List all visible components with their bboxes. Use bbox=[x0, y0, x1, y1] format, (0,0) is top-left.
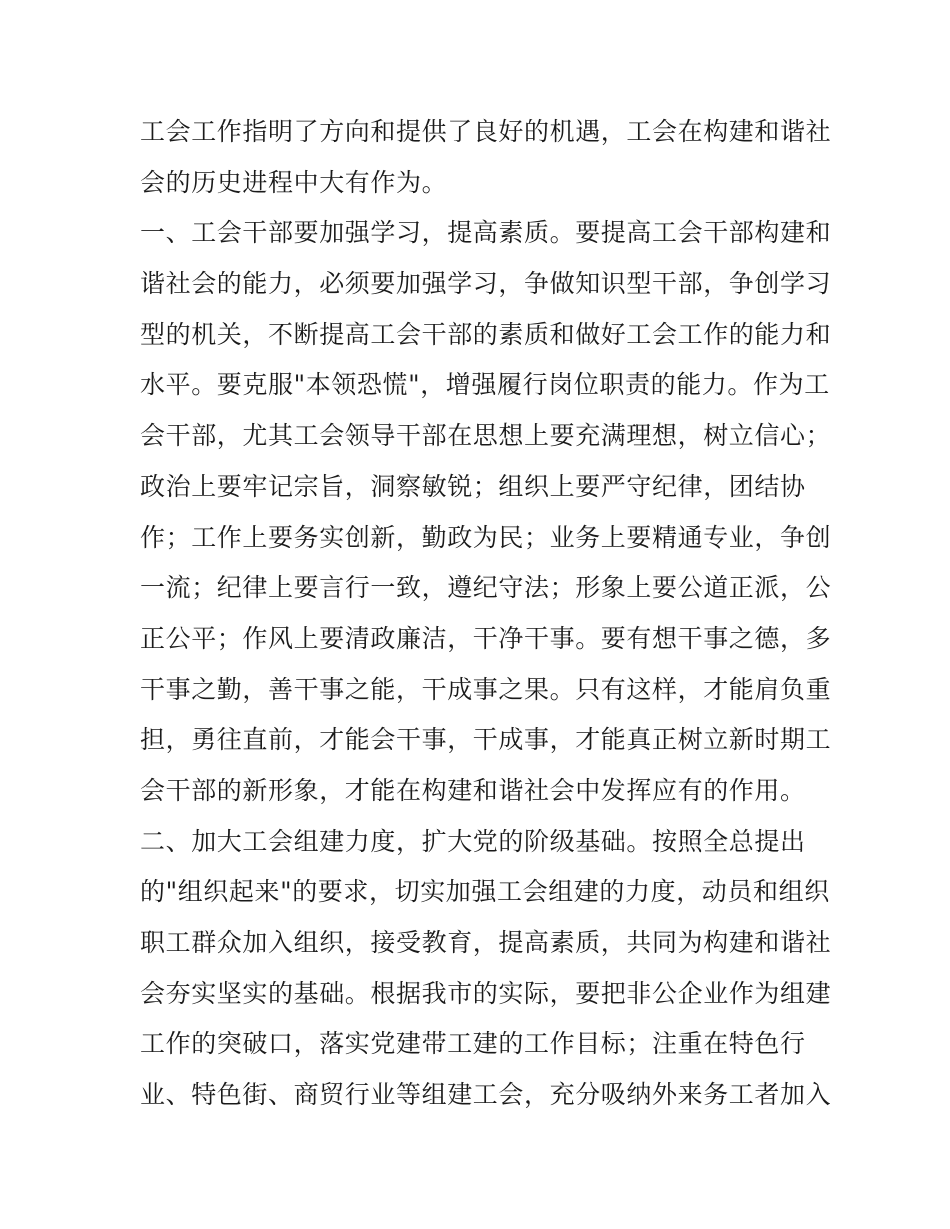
text-line: 型的机关，不断提高工会干部的素质和做好工会工作的能力和 bbox=[140, 319, 832, 349]
text-line: 工作的突破口，落实党建带工建的工作目标；注重在特色行 bbox=[140, 1029, 806, 1059]
document-body bbox=[140, 107, 830, 1121]
text-line: 工会工作指明了方向和提供了良好的机遇，工会在构建和谐社 bbox=[140, 117, 832, 146]
text-line: 干事之勤，善干事之能，干成事之果。只有这样，才能肩负重 bbox=[140, 674, 832, 704]
text-line: 二、加大工会组建力度，扩大党的阶级基础。按照全总提出 bbox=[140, 826, 806, 856]
text-line: 水平。要克服"本领恐慌"，增强履行岗位职责的能力。作为工 bbox=[140, 370, 830, 400]
text-line: 担，勇往直前，才能会干事，干成事，才能真正树立新时期工 bbox=[140, 725, 832, 755]
text-line: 的"组织起来"的要求，切实加强工会组建的力度，动员和组织 bbox=[140, 877, 830, 907]
text-line: 一流；纪律上要言行一致，遵纪守法；形象上要公道正派，公 bbox=[140, 573, 832, 603]
text-line: 业、特色街、商贸行业等组建工会，充分吸纳外来务工者加入 bbox=[140, 1080, 832, 1110]
text-line: 会干部的新形象，才能在构建和谐社会中发挥应有的作用。 bbox=[140, 775, 806, 805]
text-line: 会的历史进程中大有作为。 bbox=[140, 167, 448, 197]
text-line: 会干部，尤其工会领导干部在思想上要充满理想，树立信心； bbox=[140, 421, 832, 451]
text-line: 谐社会的能力，必须要加强学习，争做知识型干部，争创学习 bbox=[140, 269, 832, 299]
text-line: 政治上要牢记宗旨，洞察敏锐；组织上要严守纪律，团结协 bbox=[140, 471, 806, 501]
text-line: 正公平；作风上要清政廉洁，干净干事。要有想干事之德，多 bbox=[140, 623, 832, 653]
text-line: 职工群众加入组织，接受教育，提高素质，共同为构建和谐社 bbox=[140, 928, 832, 957]
text-line: 作；工作上要务实创新，勤政为民；业务上要精通专业，争创 bbox=[140, 522, 832, 552]
text-line: 一、工会干部要加强学习，提高素质。要提高工会干部构建和 bbox=[140, 218, 832, 248]
text-line: 会夯实坚实的基础。根据我市的实际，要把非公企业作为组建 bbox=[140, 978, 832, 1008]
